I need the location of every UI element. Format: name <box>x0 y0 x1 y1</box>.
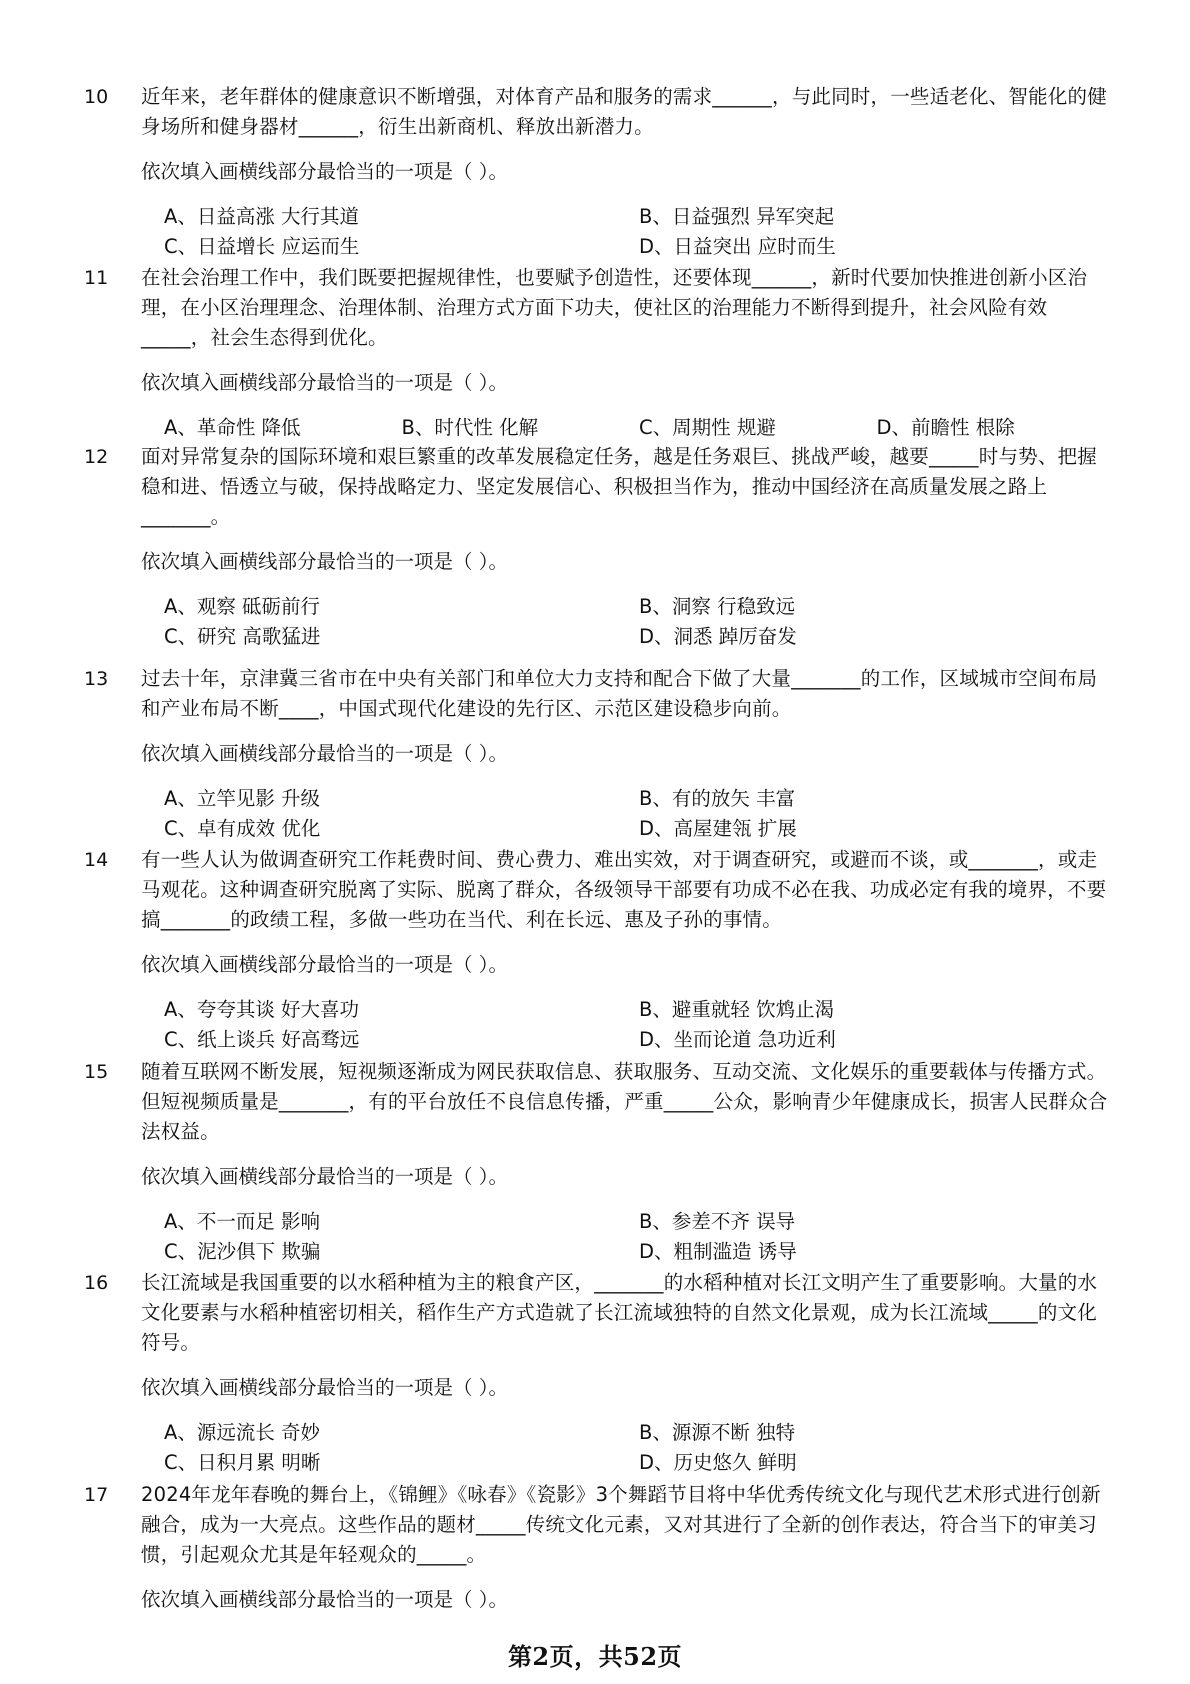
question-number: 10 <box>84 86 109 108</box>
question-stem: 2024年龙年春晚的舞台上，《锦鲤》《咏春》《瓷影》3个舞蹈节目将中华优秀传统文化与现代艺术形式进行创新融合，成为一大亮点。这些作品的题材_____传统文化元素，又对其进行了全新的创作表达，符合当下的审美习惯，引起观众尤其是年轻观众的_____。 <box>141 1483 1101 1566</box>
question-number: 13 <box>84 668 109 690</box>
option-d: D、洞悉 踔厉奋发 <box>639 625 797 648</box>
question-stem: 过去十年，京津冀三省市在中央有关部门和单位大力支持和配合下做了大量_______的工作，区域城市空间布局和产业布局不断____，中国式现代化建设的先行区、示范区建设稳步向前。 <box>141 667 1098 720</box>
option-d: D、粗制滥造 诱导 <box>639 1240 797 1263</box>
options <box>164 995 1114 1055</box>
question-10 <box>84 82 1114 262</box>
option-b: B、参差不齐 误导 <box>639 1210 796 1233</box>
question-prompt: 依次填入画横线部分最恰当的一项是（ ）。 <box>141 1165 508 1188</box>
option-d: D、高屋建瓴 扩展 <box>639 817 797 840</box>
option-a: A、不一而足 影响 <box>164 1210 321 1233</box>
question-13 <box>84 664 1114 844</box>
option-a: A、日益高涨 大行其道 <box>164 205 360 228</box>
question-17 <box>84 1480 1114 1615</box>
question-stem: 面对异常复杂的国际环境和艰巨繁重的改革发展稳定任务，越是任务艰巨、挑战严峻，越要_____时与势、把握稳和进、悟透立与破，保持战略定力、坚定发展信心、积极担当作为，推动中国经济在高质量发展之路上_______。 <box>141 445 1097 528</box>
option-d: D、坐而论道 急功近利 <box>639 1028 836 1051</box>
question-prompt: 依次填入画横线部分最恰当的一项是（ ）。 <box>141 1376 508 1399</box>
option-b: B、避重就轻 饮鸩止渴 <box>639 998 835 1021</box>
options <box>164 1418 1114 1478</box>
question-number: 14 <box>84 849 109 871</box>
question-stem: 近年来，老年群体的健康意识不断增强，对体育产品和服务的需求______，与此同时，一些适老化、智能化的健身场所和健身器材______，衍生出新商机、释放出新潜力。 <box>141 85 1107 138</box>
option-c: C、研究 高歌猛进 <box>164 625 321 648</box>
question-prompt: 依次填入画横线部分最恰当的一项是（ ）。 <box>141 742 508 765</box>
option-c: C、日积月累 明晰 <box>164 1451 321 1474</box>
options <box>164 413 1114 443</box>
option-a: A、源远流长 奇妙 <box>164 1421 321 1444</box>
options <box>164 1207 1114 1267</box>
option-b: B、源源不断 独特 <box>639 1421 796 1444</box>
question-14 <box>84 845 1114 1055</box>
option-b: B、日益强烈 异军突起 <box>639 205 835 228</box>
options <box>164 202 1114 262</box>
question-prompt: 依次填入画横线部分最恰当的一项是（ ）。 <box>141 371 508 394</box>
option-a: A、观察 砥砺前行 <box>164 595 321 618</box>
option-a: A、革命性 降低 <box>164 416 301 439</box>
question-16 <box>84 1268 1114 1478</box>
option-d: D、前瞻性 根除 <box>876 416 1015 439</box>
question-number: 17 <box>84 1484 109 1506</box>
option-d: D、日益突出 应时而生 <box>639 235 836 258</box>
question-number: 11 <box>84 267 109 289</box>
option-b: B、有的放矢 丰富 <box>639 787 796 810</box>
question-stem: 随着互联网不断发展，短视频逐渐成为网民获取信息、获取服务、互动交流、文化娱乐的重要载体与传播方式。但短视频质量是_______，有的平台放任不良信息传播，严重_____公众，影响青少年健康成长，损害人民群众合法权益。 <box>141 1060 1108 1143</box>
question-stem: 长江流域是我国重要的以水稻种植为主的粮食产区，_______的水稻种植对长江文明产生了重要影响。大量的水文化要素与水稻种植密切相关，稻作生产方式造就了长江流域独特的自然文化景观，成为长江流域_____的文化符号。 <box>141 1271 1098 1354</box>
question-15 <box>84 1057 1114 1267</box>
option-d: D、历史悠久 鲜明 <box>639 1451 797 1474</box>
question-prompt: 依次填入画横线部分最恰当的一项是（ ）。 <box>141 1588 508 1611</box>
question-12 <box>84 442 1114 652</box>
question-number: 12 <box>84 446 109 468</box>
option-c: C、卓有成效 优化 <box>164 817 321 840</box>
question-number: 16 <box>84 1272 109 1294</box>
option-c: C、周期性 规避 <box>639 416 776 439</box>
option-a: A、夸夸其谈 好大喜功 <box>164 998 360 1021</box>
options <box>164 784 1114 844</box>
option-a: A、立竿见影 升级 <box>164 787 321 810</box>
question-prompt: 依次填入画横线部分最恰当的一项是（ ）。 <box>141 953 508 976</box>
question-number: 15 <box>84 1061 109 1083</box>
option-c: C、泥沙俱下 欺骗 <box>164 1240 321 1263</box>
question-stem: 有一些人认为做调查研究工作耗费时间、费心费力、难出实效，对于调查研究，或避而不谈，或_______，或走马观花。这种调查研究脱离了实际、脱离了群众，各级领导干部要有功成不必在我、功成必定有我的境界，不要搞_______的政绩工程，多做一些功在当代、利在长远、惠及子孙的事情。 <box>141 848 1107 931</box>
option-b: B、时代性 化解 <box>401 416 539 439</box>
options <box>164 592 1114 652</box>
option-b: B、洞察 行稳致远 <box>639 595 796 618</box>
option-c: C、纸上谈兵 好高骛远 <box>164 1028 360 1051</box>
question-prompt: 依次填入画横线部分最恰当的一项是（ ）。 <box>141 160 508 183</box>
question-prompt: 依次填入画横线部分最恰当的一项是（ ）。 <box>141 550 508 573</box>
option-c: C、日益增长 应运而生 <box>164 235 360 258</box>
question-stem: 在社会治理工作中，我们既要把握规律性，也要赋予创造性，还要体现______，新时代要加快推进创新小区治理，在小区治理理念、治理体制、治理方式方面下功夫，使社区的治理能力不断得到提升，社会风险有效_____，社会生态得到优化。 <box>141 266 1088 349</box>
page-footer: 第2页，共52页 <box>507 1642 683 1671</box>
question-11 <box>84 263 1114 443</box>
